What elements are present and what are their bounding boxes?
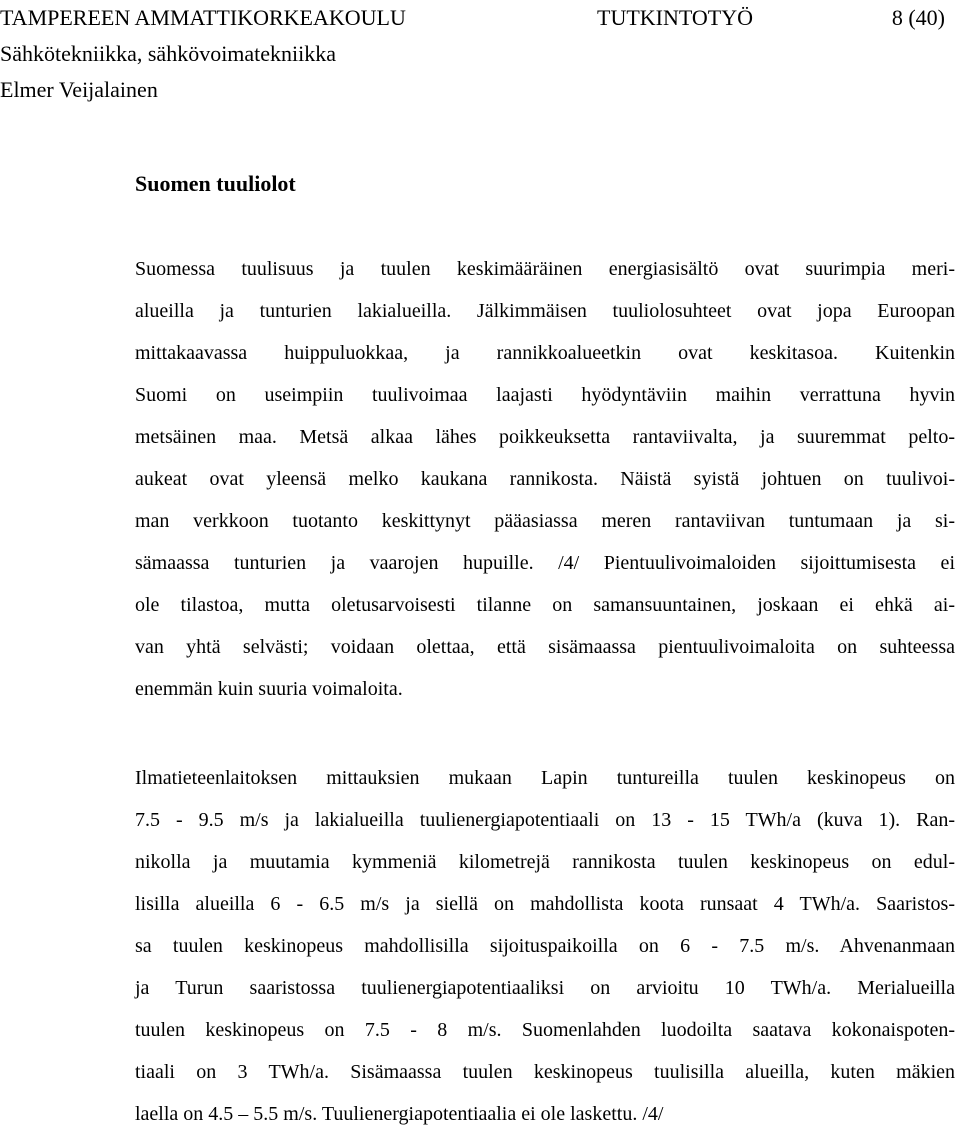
paragraph-line: Ilmatieteenlaitoksen mittauksien mukaan Lapin tuntureilla tuulen keskinopeus on [135,767,955,789]
paragraph-line: van yhtä selvästi; voidaan olettaa, että sisämaassa pientuulivoimaloita on suhteessa [135,636,955,658]
paragraph-line: alueilla ja tunturien lakialueilla. Jälkimmäisen tuuliolosuhteet ovat jopa Euroopan [135,300,955,322]
paragraph-line: lisilla alueilla 6 - 6.5 m/s ja siellä on mahdollista koota runsaat 4 TWh/a. Saaristos- [135,893,955,915]
author-name: Elmer Veijalainen [0,77,158,102]
paragraph-line: ja Turun saaristossa tuulienergiapotentiaaliksi on arvioitu 10 TWh/a. Merialueilla [135,977,955,999]
paragraph-line: sämaassa tunturien ja vaarojen hupuille. /4/ Pientuulivoimaloiden sijoittumisesta ei [135,552,955,574]
paragraph-line: tuulen keskinopeus on 7.5 - 8 m/s. Suomenlahden luodoilta saatava kokonaispoten- [135,1019,955,1041]
paragraph-line: Suomi on useimpiin tuulivoimaa laajasti hyödyntäviin maihin verrattuna hyvin [135,384,955,406]
header-row-3 [0,72,945,108]
paragraph-line: man verkkoon tuotanto keskittynyt pääasiassa meren rantaviivan tuntumaan ja si- [135,510,955,532]
page-number: 8 (40) [891,5,945,30]
department-name: Sähkötekniikka, sähkövoimatekniikka [0,41,337,66]
paragraph-line: laella on 4.5 – 5.5 m/s. Tuulienergiapotentiaalia ei ole laskettu. /4/ [135,1103,664,1125]
paragraph-line: tiaali on 3 TWh/a. Sisämaassa tuulen keskinopeus tuulisilla alueilla, kuten mäkien [135,1061,955,1083]
header-row-2 [0,36,945,72]
paragraph-line: metsäinen maa. Metsä alkaa lähes poikkeuksetta rantaviivalta, ja suuremmat pelto- [135,426,955,448]
document-type: TUTKINTOTYÖ [597,5,754,30]
header-row-1 [0,0,945,36]
paragraph-line: sa tuulen keskinopeus mahdollisilla sijoituspaikoilla on 6 - 7.5 m/s. Ahvenanmaan [135,935,955,957]
paragraph-line: Suomessa tuulisuus ja tuulen keskimääräinen energiasisältö ovat suurimpia meri- [135,258,955,280]
paragraph-line: aukeat ovat yleensä melko kaukana rannikosta. Näistä syistä johtuen on tuulivoi- [135,468,955,490]
paragraph-line: mittakaavassa huippuluokkaa, ja rannikkoalueetkin ovat keskitasoa. Kuitenkin [135,342,955,364]
section-title: Suomen tuuliolot [135,171,296,196]
body-paragraph-2 [135,757,955,1135]
institution-name: TAMPEREEN AMMATTIKORKEAKOULU [0,5,406,30]
body-paragraph-1 [135,248,955,710]
paragraph-line: nikolla ja muutamia kymmeniä kilometrejä rannikosta tuulen keskinopeus on edul- [135,851,955,873]
paragraph-line: enemmän kuin suuria voimaloita. [135,678,403,700]
page-header [0,0,945,108]
paragraph-line: 7.5 - 9.5 m/s ja lakialueilla tuulienergiapotentiaali on 13 - 15 TWh/a (kuva 1). Ran- [135,809,955,831]
paragraph-line: ole tilastoa, mutta oletusarvoisesti tilanne on samansuuntainen, joskaan ei ehkä ai- [135,594,955,616]
